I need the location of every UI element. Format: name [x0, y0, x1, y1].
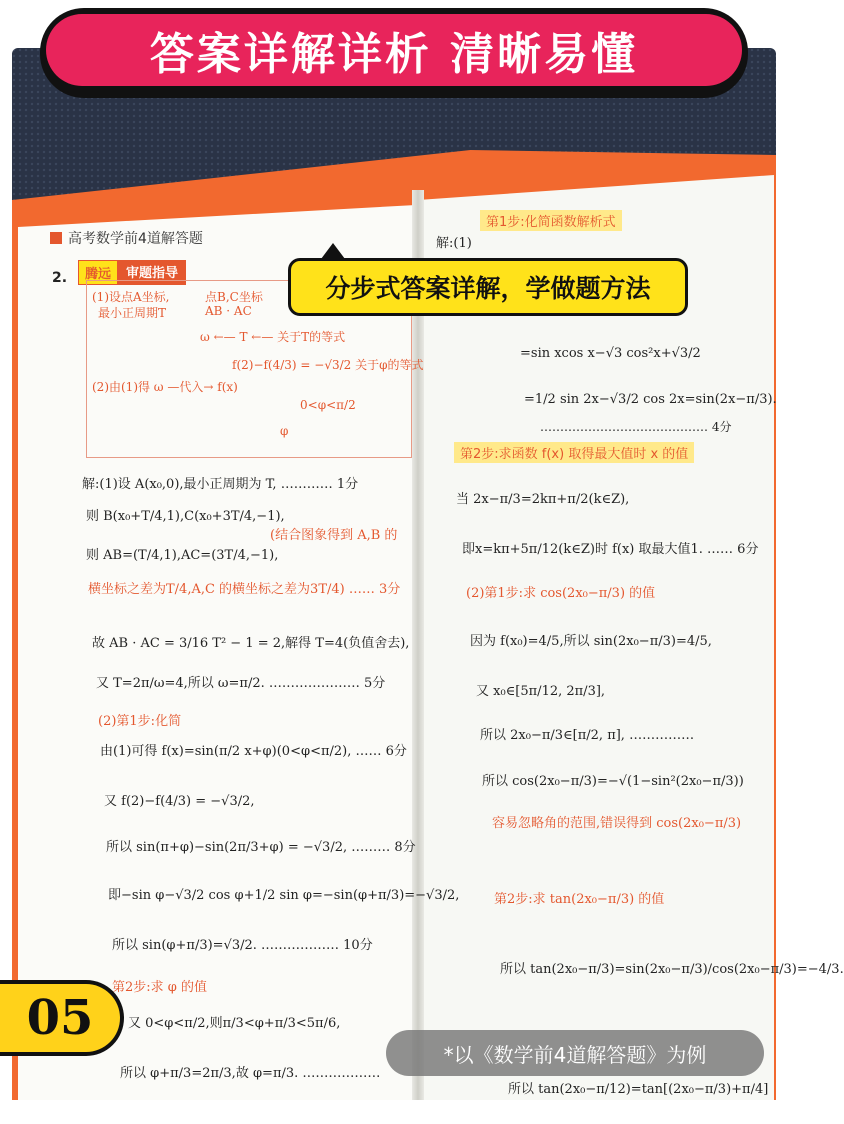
solution-line: 由(1)可得 f(x)=sin(π/2 x+φ)(0<φ<π/2), …… 6分 [100, 744, 407, 759]
solution-line: 故 AB · AC = 3/16 T² − 1 = 2,解得 T=4(负值舍去), [92, 636, 410, 651]
brand-tag: 腾远 [78, 260, 118, 285]
step-heading: 第2步:求 φ 的值 [112, 980, 208, 995]
solution-line: 所以 tan(2x₀−π/12)=tan[(2x₀−π/3)+π/4] [508, 1082, 769, 1097]
guide-tag-label: 审题指导 [118, 260, 186, 285]
solution-line: 即x=kπ+5π/12(k∈Z)时 f(x) 取最大值1. …… 6分 [462, 542, 759, 557]
number-badge: 05 [0, 980, 124, 1056]
solution-line: 所以 sin(π+φ)−sin(2π/3+φ) = −√3/2, ……… 8分 [106, 840, 416, 855]
solution-line: 又 x₀∈[5π/12, 2π/3], [476, 684, 606, 699]
solution-line: 即−sin φ−√3/2 cos φ+1/2 sin φ=−sin(φ+π/3)=−√3/2, [108, 888, 460, 903]
solution-line: 所以 φ+π/3=2π/3,故 φ=π/3. ……………… [120, 1066, 381, 1081]
solution-line: 解:(1) [436, 236, 472, 251]
guide-line: φ [280, 424, 289, 438]
question-number: 2. [52, 270, 68, 286]
step-heading: (2)第1步:求 cos(2x₀−π/3) 的值 [466, 586, 656, 601]
solution-line: 又 0<φ<π/2,则π/3<φ+π/3<5π/6, [128, 1016, 341, 1031]
guide-line: AB · AC [205, 304, 252, 318]
solution-line: =1/2 sin 2x−√3/2 cos 2x=sin(2x−π/3). [524, 392, 777, 407]
solution-line: 因为 f(x₀)=4/5,所以 sin(2x₀−π/3)=4/5, [470, 634, 712, 649]
score-line: …………………………………… 4分 [540, 420, 732, 434]
guide-line: (1)设点A坐标, [92, 290, 170, 304]
guide-line: ω ←— T ←— 关于T的等式 [200, 330, 346, 344]
example-note: *以《数学前4道解答题》为例 [386, 1030, 764, 1076]
book-gutter [412, 190, 424, 1100]
solution-line: 所以 2x₀−π/3∈[π/2, π], …………… [480, 728, 695, 743]
square-bullet-icon [50, 232, 62, 244]
step-heading: 第2步:求 tan(2x₀−π/3) 的值 [494, 892, 665, 907]
solution-note: 容易忽略角的范围,错误得到 cos(2x₀−π/3) [492, 816, 742, 831]
top-banner: 答案详解详析 清晰易懂 [46, 14, 742, 86]
solution-line: 则 B(x₀+T/4,1),C(x₀+3T/4,−1), [86, 509, 285, 524]
callout-bubble: 分步式答案详解，学做题方法 [288, 258, 688, 316]
guide-line: 点B,C坐标 [205, 290, 263, 304]
step-heading: 第1步:化简函数解析式 [480, 210, 622, 231]
solution-line: 又 f(2)−f(4/3) = −√3/2, [104, 794, 255, 809]
guide-line: (2)由(1)得 ω —代入→ f(x) [92, 380, 238, 394]
guide-line: 0<φ<π/2 [300, 398, 356, 412]
solution-note: (结合图象得到 A,B 的 [270, 528, 398, 543]
guide-line: 最小正周期T [98, 306, 167, 320]
solution-line: =sin xcos x−√3 cos²x+√3/2 [520, 346, 701, 361]
solution-line: 又 T=2π/ω=4,所以 ω=π/2. ………………… 5分 [96, 676, 386, 691]
guide-line: f(2)−f(4/3) = −√3/2 关于φ的等式 [232, 358, 424, 372]
step-heading: (2)第1步:化简 [98, 714, 182, 729]
section-title: 高考数学前4道解答题 [50, 228, 203, 248]
step-heading: 第2步:求函数 f(x) 取得最大值时 x 的值 [454, 442, 694, 463]
solution-line: 所以 cos(2x₀−π/3)=−√(1−sin²(2x₀−π/3)) [482, 774, 744, 789]
solution-line: 解:(1)设 A(x₀,0),最小正周期为 T, ………… 1分 [82, 477, 359, 492]
solution-line: 当 2x−π/3=2kπ+π/2(k∈Z), [456, 492, 630, 507]
solution-line: 则 AB=(T/4,1),AC=(3T/4,−1), [86, 548, 279, 563]
solution-note: 横坐标之差为T/4,A,C 的横坐标之差为3T/4) …… 3分 [88, 582, 401, 597]
solution-line: 所以 tan(2x₀−π/3)=sin(2x₀−π/3)/cos(2x₀−π/3)=−4/3. [500, 962, 844, 977]
solution-line: 所以 sin(φ+π/3)=√3/2. ……………… 10分 [112, 938, 373, 953]
